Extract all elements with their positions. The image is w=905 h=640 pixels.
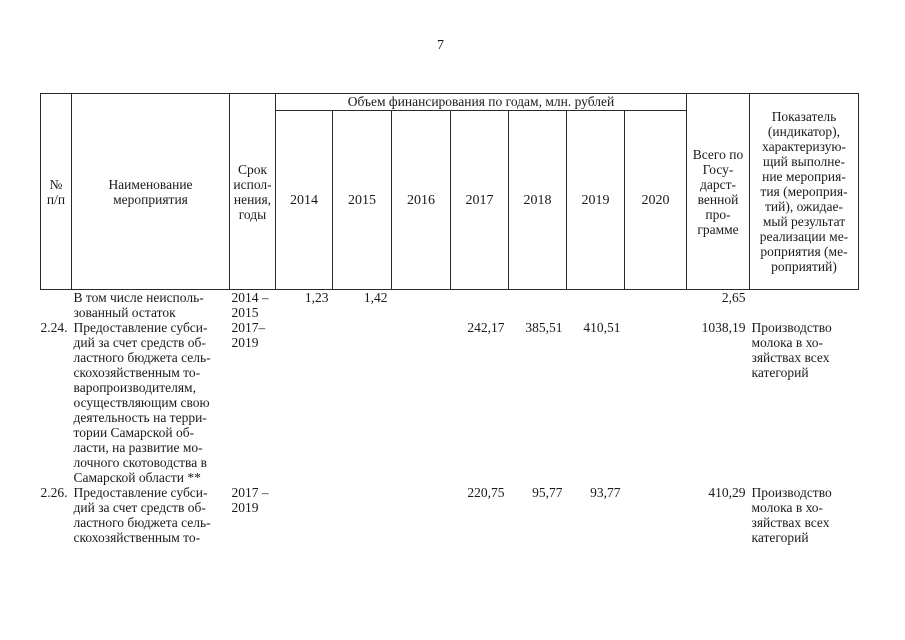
row-no: 2.26.: [40, 485, 68, 500]
row-term: 2017– 2019: [231, 320, 266, 350]
row-value-2014: 1,23: [304, 290, 329, 305]
row-total: 1038,19: [701, 320, 746, 335]
row-value-2019: 410,51: [583, 320, 621, 335]
row-value-2018: 95,77: [532, 485, 563, 500]
header-year-2014: 2014: [276, 111, 333, 290]
row-value-2020: [625, 290, 687, 321]
table-row: [41, 320, 859, 485]
row-value-2015: [333, 320, 392, 485]
row-value-2018: 385,51: [525, 320, 563, 335]
row-name: Предоставление субси- дий за счет средств об- ластного бюджета сель- скохозяйственным то- варопроизводителям, осуществляющим свою деятельность на терри- тории Самарской об- ласти, на развитие мо- лочного скотоводства в Самарской области **: [73, 320, 211, 485]
header-year-2020: 2020: [625, 111, 687, 290]
row-value-2017: 220,75: [467, 485, 505, 500]
row-value-2014: [276, 485, 333, 545]
funding-table: [40, 93, 859, 545]
header-year-2019: 2019: [567, 111, 625, 290]
header-name: Наименование мероприятия: [72, 94, 230, 290]
row-value-2015: 1,42: [363, 290, 388, 305]
row-indicator: [750, 290, 859, 321]
row-no: [41, 290, 72, 321]
row-no: 2.24.: [40, 320, 68, 335]
row-term: 2014 – 2015: [231, 290, 269, 320]
row-total: 2,65: [721, 290, 746, 305]
header-indicator: Показатель (индикатор), характеризую- щий выполне- ние мероприя- тия (мероприя- тий), ожидае- мый результат реализации ме- роприятия (ме- роприятий): [750, 94, 859, 290]
row-value-2015: [333, 485, 392, 545]
row-name: В том числе неисполь- зованный остаток: [73, 290, 204, 320]
row-value-2017: 242,17: [467, 320, 505, 335]
row-value-2014: [276, 320, 333, 485]
header-total: Всего по Госу- дарст- венной про- грамме: [687, 94, 750, 290]
header-year-2017: 2017: [451, 111, 509, 290]
row-indicator: Производство молока в хо- зяйствах всех категорий: [751, 320, 832, 380]
row-value-2016: [392, 485, 451, 545]
row-total: 410,29: [708, 485, 746, 500]
header-funding-group: Объем финансирования по годам, млн. рублей: [276, 94, 687, 111]
header-no: № п/п: [41, 94, 72, 290]
header-year-2016: 2016: [392, 111, 451, 290]
page-number: 7: [437, 38, 444, 53]
table-row: [41, 485, 859, 545]
table-row: [41, 290, 859, 321]
row-value-2020: [625, 485, 687, 545]
row-name: Предоставление субси- дий за счет средств об- ластного бюджета сель- скохозяйственным то-: [73, 485, 211, 545]
row-value-2016: [392, 320, 451, 485]
header-term: Срок испол- нения, годы: [230, 94, 276, 290]
row-indicator: Производство молока в хо- зяйствах всех категорий: [751, 485, 832, 545]
row-value-2018: [509, 290, 567, 321]
row-term: 2017 – 2019: [231, 485, 269, 515]
row-value-2019: [567, 290, 625, 321]
header-year-2018: 2018: [509, 111, 567, 290]
row-value-2019: 93,77: [590, 485, 621, 500]
row-value-2017: [451, 290, 509, 321]
header-year-2015: 2015: [333, 111, 392, 290]
row-value-2016: [392, 290, 451, 321]
row-value-2020: [625, 320, 687, 485]
